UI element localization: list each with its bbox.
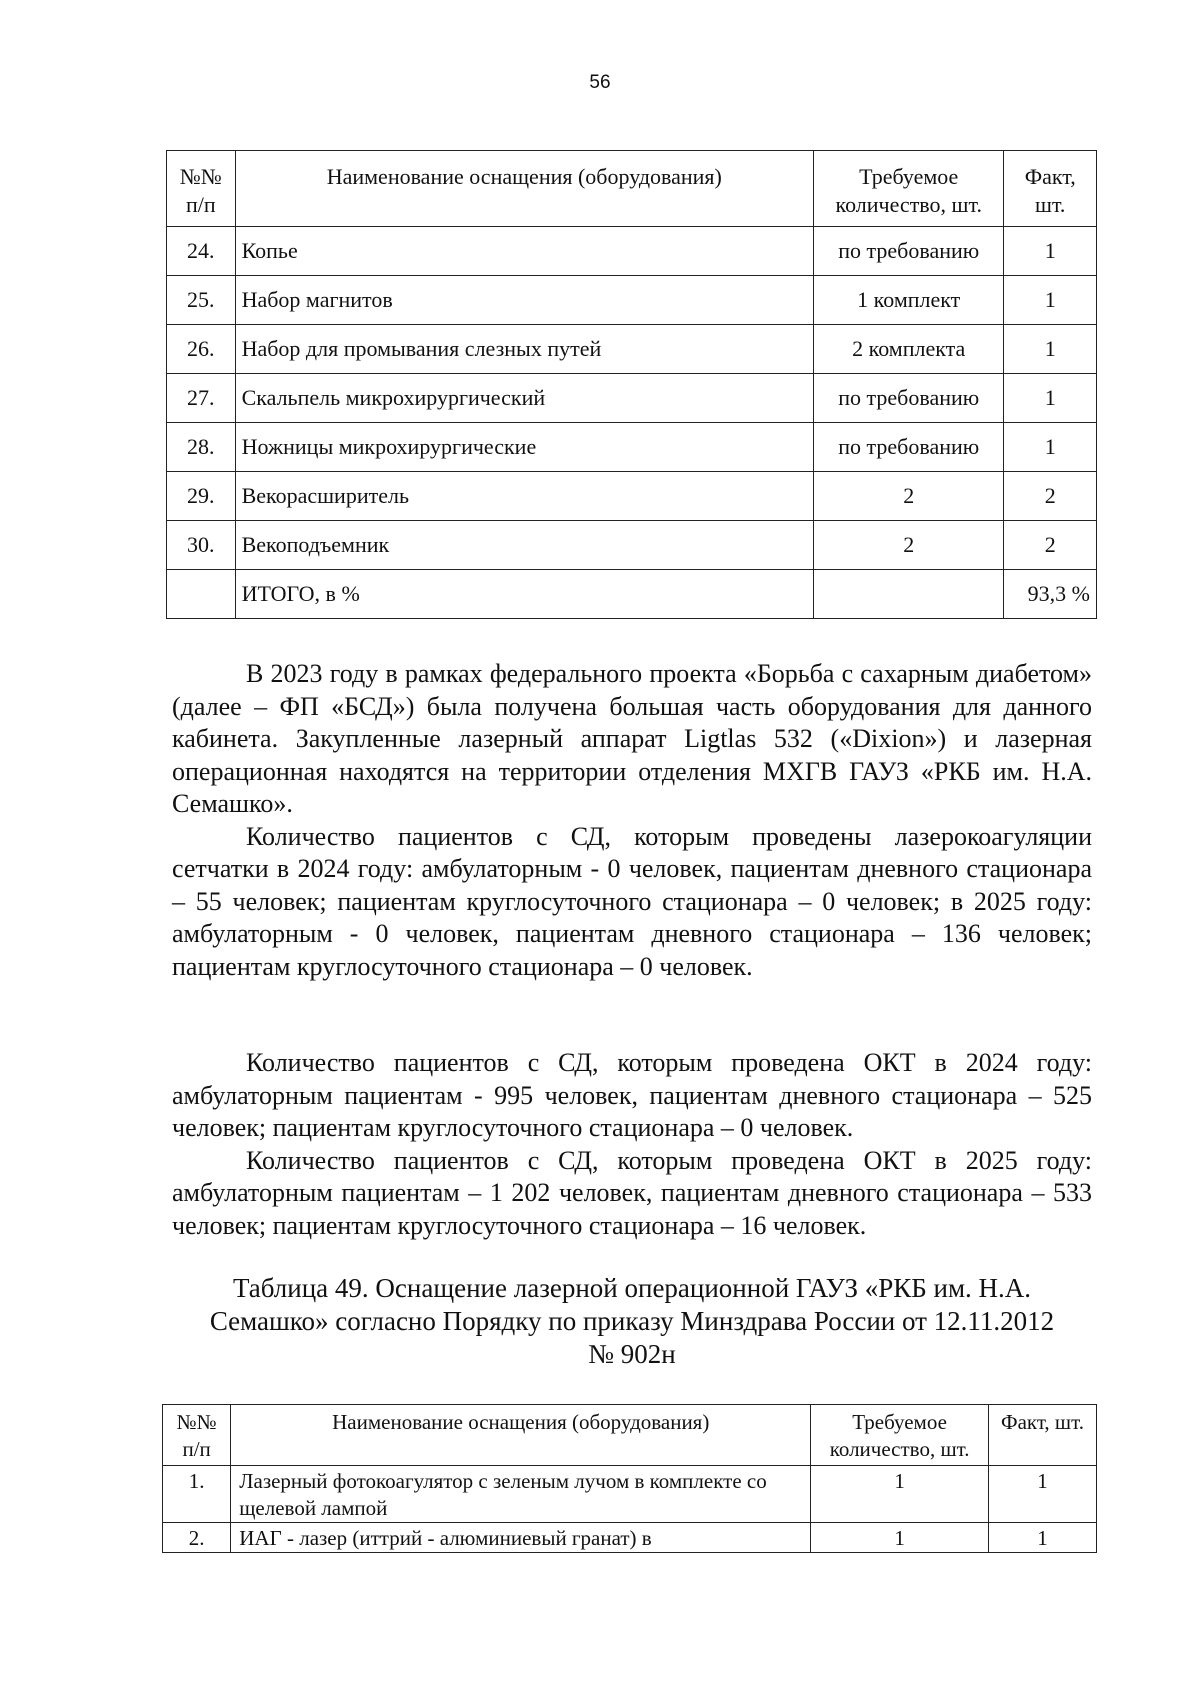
row-required: 1 — [811, 1523, 989, 1553]
row-name: Векорасширитель — [235, 472, 813, 521]
row-name: Набор для промывания слезных путей — [235, 325, 813, 374]
table-row — [167, 276, 1097, 325]
table-caption — [172, 1272, 1092, 1371]
row-fact: 1 — [1004, 423, 1097, 472]
equipment-table-continued — [166, 150, 1097, 619]
row-fact: 2 — [1004, 472, 1097, 521]
row-name: Векоподъемник — [235, 521, 813, 570]
table-row — [167, 521, 1097, 570]
table-row — [167, 325, 1097, 374]
row-name: Набор магнитов — [235, 276, 813, 325]
header-required: Требуемое количество, шт. — [811, 1405, 989, 1466]
text-block-oct — [172, 1047, 1092, 1242]
row-num: 24. — [167, 227, 236, 276]
total-row — [167, 570, 1097, 619]
total-required-cell — [814, 570, 1004, 619]
row-num: 28. — [167, 423, 236, 472]
table-row — [167, 374, 1097, 423]
total-label: ИТОГО, в % — [235, 570, 813, 619]
header-required: Требуемое количество, шт. — [814, 151, 1004, 227]
row-fact: 1 — [1004, 276, 1097, 325]
row-name: ИАГ - лазер (иттрий - алюминиевый гранат) в — [231, 1523, 811, 1553]
paragraph-fp-bsd: В 2023 году в рамках федерального проекта «Борьба с сахарным диабетом» (далее – ФП «БСД») была получена большая часть оборудования для данного кабинета. Закупленные лазерный аппарат Ligtlas 532 («Dixion») и лазерная операционная находятся на территории отделения МХГВ ГАУЗ «РКБ им. Н.А. Семашко». — [172, 659, 1092, 818]
row-fact: 1 — [988, 1523, 1096, 1553]
header-fact: Факт, шт. — [988, 1405, 1096, 1466]
caption-line: № 902н — [588, 1339, 676, 1369]
row-name: Скальпель микрохирургический — [235, 374, 813, 423]
header-name: Наименование оснащения (оборудования) — [231, 1405, 811, 1466]
table-row — [163, 1466, 1097, 1523]
table-row — [167, 227, 1097, 276]
row-required: по требованию — [814, 374, 1004, 423]
row-num: 27. — [167, 374, 236, 423]
row-required: 2 — [814, 472, 1004, 521]
row-name: Копье — [235, 227, 813, 276]
caption-line: Семашко» согласно Порядку по приказу Минздрава России от 12.11.2012 — [209, 1306, 1055, 1336]
header-num: №№ п/п — [163, 1405, 231, 1466]
row-num: 2. — [163, 1523, 231, 1553]
row-name: Ножницы микрохирургические — [235, 423, 813, 472]
table-row — [167, 423, 1097, 472]
table-header-row — [167, 151, 1097, 227]
header-name: Наименование оснащения (оборудования) — [235, 151, 813, 227]
text-block-lasercoagulation — [172, 658, 1092, 983]
row-num: 25. — [167, 276, 236, 325]
row-name: Лазерный фотокоагулятор с зеленым лучом в комплекте со щелевой лампой — [231, 1466, 811, 1523]
row-fact: 2 — [1004, 521, 1097, 570]
row-num: 30. — [167, 521, 236, 570]
header-num: №№ п/п — [167, 151, 236, 227]
header-fact: Факт, шт. — [1004, 151, 1097, 227]
row-num: 1. — [163, 1466, 231, 1523]
row-num: 29. — [167, 472, 236, 521]
row-fact: 1 — [1004, 227, 1097, 276]
total-num-cell — [167, 570, 236, 619]
row-fact: 1 — [988, 1466, 1096, 1523]
table-header-row — [163, 1405, 1097, 1466]
page-number: 56 — [589, 72, 611, 93]
paragraph-lasercoagulation-stats: Количество пациентов с СД, которым проведены лазерокоагуляции сетчатки в 2024 году: амбулаторным - 0 человек, пациентам дневного стационара – 55 человек; пациентам круглосуточного стационара – 0 человек; в 2025 году: амбулаторным - 0 человек, пациентам дневного стационара – 136 человек; пациентам круглосуточного стационара – 0 человек. — [172, 821, 1092, 981]
paragraph-oct-2025: Количество пациентов с СД, которым проведена ОКТ в 2025 году: амбулаторным пациентам – 1 202 человек, пациентам дневного стационара – 533 человек; пациентам круглосуточного стационара – 16 человек. — [172, 1145, 1092, 1240]
table-row — [167, 472, 1097, 521]
table-row — [163, 1523, 1097, 1553]
row-num: 26. — [167, 325, 236, 374]
row-fact: 1 — [1004, 325, 1097, 374]
row-fact: 1 — [1004, 374, 1097, 423]
row-required: 2 — [814, 521, 1004, 570]
row-required: 2 комплекта — [814, 325, 1004, 374]
paragraph-oct-2024: Количество пациентов с СД, которым проведена ОКТ в 2024 году: амбулаторным пациентам - 995 человек, пациентам дневного стационара – 525 человек; пациентам круглосуточного стационара – 0 человек. — [172, 1048, 1092, 1142]
laser-room-equipment-table — [162, 1404, 1097, 1553]
row-required: по требованию — [814, 423, 1004, 472]
row-required: по требованию — [814, 227, 1004, 276]
row-required: 1 — [811, 1466, 989, 1523]
total-value: 93,3 % — [1004, 570, 1097, 619]
caption-line: Таблица 49. Оснащение лазерной операционной ГАУЗ «РКБ им. Н.А. — [232, 1273, 1032, 1303]
row-required: 1 комплект — [814, 276, 1004, 325]
